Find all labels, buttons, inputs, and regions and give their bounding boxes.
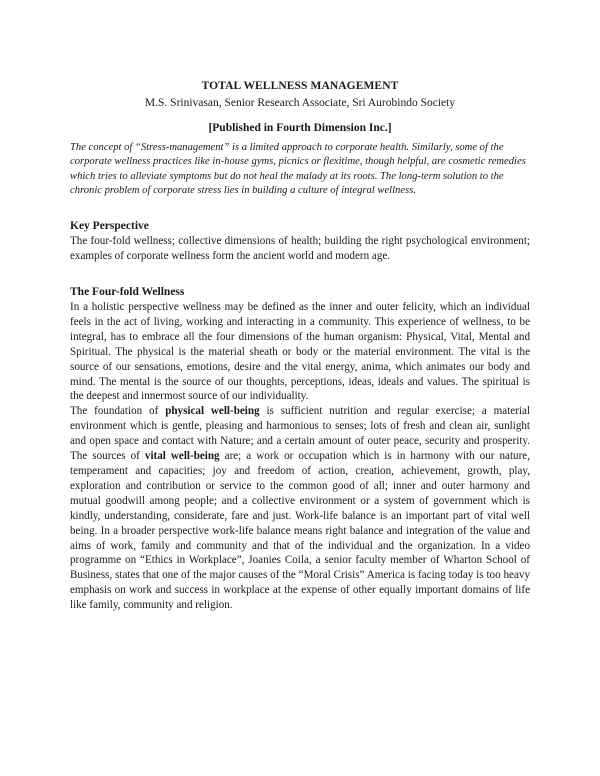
heading-four-fold-wellness: The Four-fold Wellness — [70, 286, 185, 298]
four-fold-paragraph-2 — [70, 404, 530, 613]
document-title: TOTAL WELLNESS MANAGEMENT — [201, 80, 399, 92]
para2-text-d: are; a work or occupation which is in harmony with our nature, temperament and capacities; joy and freedom of action, creation, achievement, growth, play, exploration and contribution or service to the common good of all; inner and outer harmony and mutual goodwill among people; and a collective environment or a system of government which is kindly, understanding, considerate, fare and just. Work-life balance is an important part of vital well being. In a broader perspective work-life balance means right balance and integration of the value and aims of work, family and community and that of the individual and the organization. In a video programme on “Ethics in Workplace”, Joanies Coila, a senior faculty member of Wharton School of Business, states that one of the major causes of the “Moral Crisis” America is facing today is too heavy emphasis on work and success in workplace at the expense of other equally important domains of life like family, community and religion. — [70, 450, 530, 612]
key-perspective-paragraph: The four-fold wellness; collective dimensions of health; building the right psychological environment; examples of corporate wellness form the ancient world and modern age. — [70, 235, 530, 263]
para2-text-a: The foundation of — [70, 405, 166, 418]
author-line: M.S. Srinivasan, Senior Research Associate, Sri Aurobindo Society — [144, 97, 456, 109]
four-fold-paragraph-1: In a holistic perspective wellness may be defined as the inner and outer felicity, which an individual feels in the act of living, working and interacting in a community. This experience of wellness, to be integral, has to embrace all the four dimensions of the human organism: Physical, Vital, Mental and Spiritual. The physical is the material sheath or body or the material environment. The vital is the source of our sensations, emotions, desire and the vital energy, anima, which animates our body and mind. The mental is the source of our thoughts, perceptions, ideas, ideals and values. The spiritual is the deepest and innermost source of our individuality. — [70, 301, 530, 403]
para2-text-c: is sufficient nutrition and regular exercise; a material environment which is gentle, pleasing and harmonious to senses; lots of fresh and clean air, sunlight and open space and contact with Nature; and a certain amount of outer peace, security and prosperity. The sources of — [70, 405, 531, 463]
heading-key-perspective: Key Perspective — [70, 220, 149, 233]
bold-vital-well-being: vital well-being — [144, 450, 220, 463]
bold-physical-well-being: physical well-being — [165, 405, 260, 418]
publication-note: [Published in Fourth Dimension Inc.] — [208, 122, 392, 134]
abstract-paragraph: The concept of “Stress-management” is a limited approach to corporate health. Similarly, some of the corporate wellness practices like in-house gyms, picnics or flexitime, though helpful, are cosmetic remedies which tries to alleviate symptoms but do not heal the malady at its roots. The long-term solution to the chronic problem of corporate stress lies in building a culture of integral wellness. — [70, 142, 526, 196]
